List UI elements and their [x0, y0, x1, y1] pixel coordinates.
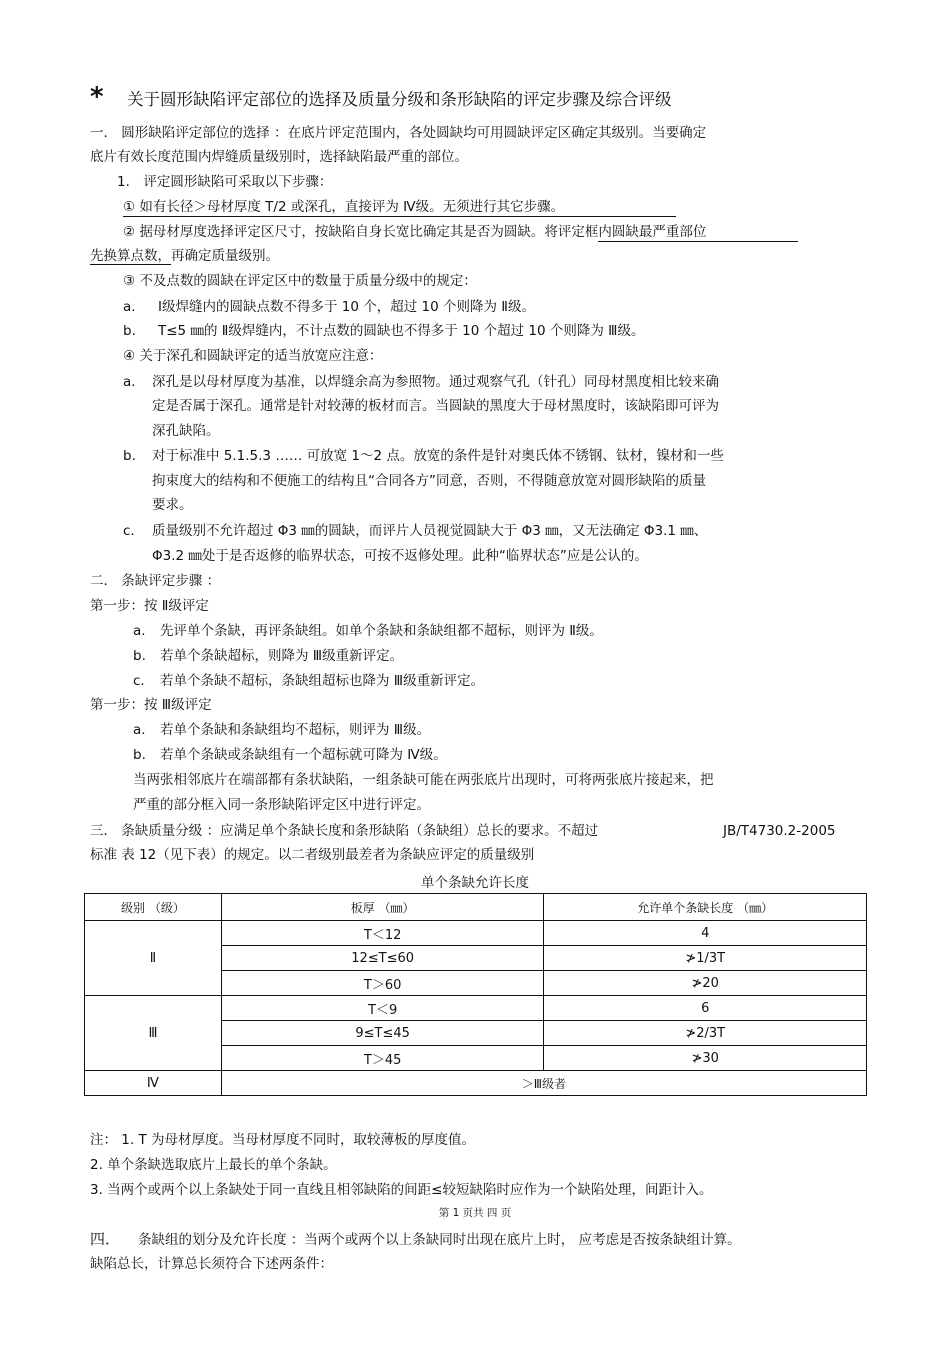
- list-item: 对于标准中 5.1.5.3 …… 可放宽 1～2 点。放宽的条件是针对奥氏体不锈钢、钛材，镍材和一些: [152, 448, 724, 464]
- section-3-text: 标准 表 12（见下表）的规定。以二者级别最差者为条缺应评定的质量级别: [90, 847, 535, 863]
- list-item: 先评单个条缺，再评条缺组。如单个条缺和条缺组都不超标，则评为 Ⅱ级。: [160, 623, 603, 639]
- step-3: ③ 不及点数的圆缺在评定区中的数量于质量分级中的规定：: [123, 273, 477, 289]
- header-allowed-length: 允许单个条缺长度 （㎜）: [544, 894, 867, 921]
- step-4: ④ 关于深孔和圆缺评定的适当放宽应注意：: [123, 348, 383, 364]
- thickness-cell: 9≤T≤45: [221, 1021, 544, 1046]
- list-label: a.: [133, 623, 146, 639]
- length-cell: ≯1/3T: [544, 946, 867, 971]
- section-2-note-cont: 严重的部分框入同一条形缺陷评定区中进行评定。: [133, 797, 430, 813]
- list-item: T≤5 ㎜的 Ⅱ级焊缝内，不计点数的圆缺也不得多于 10 个超过 10 个则降为 Ⅲ级。: [158, 323, 645, 339]
- header-thickness: 板厚 （㎜）: [221, 894, 544, 921]
- list-item-cont: 拘束度大的结构和不便施工的结构且“合同各方”同意，否则，不得随意放宽对圆形缺陷的质量: [152, 473, 706, 489]
- thickness-cell: T＜9: [221, 996, 544, 1021]
- step-2: [123, 223, 798, 242]
- step-2-text: ② 据母材厚度选择评定区尺寸，按缺陷自身长宽比确定其是否为圆缺。将评定框: [123, 224, 599, 240]
- thickness-cell: 12≤T≤60: [221, 946, 544, 971]
- list-item-cont: Φ3.2 ㎜处于是否返修的临界状态，可按不返修处理。此种“临界状态”应是公认的。: [152, 548, 648, 564]
- list-label: a.: [123, 374, 136, 390]
- list-label: a.: [123, 299, 136, 315]
- length-cell: ≯2/3T: [544, 1021, 867, 1046]
- section-1-item-1: 1． 评定圆形缺陷可采取以下步骤：: [117, 174, 333, 190]
- section-4-number: 四．: [90, 1230, 121, 1248]
- step-2-text-cont: 再确定质量级别。: [171, 248, 279, 264]
- section-4-text: 缺陷总长，计算总长须符合下述两条件：: [90, 1256, 333, 1272]
- grade-cell: Ⅲ: [85, 996, 222, 1071]
- grade-cell: Ⅱ: [85, 921, 222, 996]
- section-1-heading: 一． 圆形缺陷评定部位的选择 ：在底片评定范围内，各处圆缺均可用圆缺评定区确定其级别。当要确定: [90, 125, 707, 141]
- list-item: 深孔是以母材厚度为基准，以焊缝余高为参照物。通过观察气孔（针孔）同母材黑度相比较来确: [152, 374, 719, 390]
- list-item-cont: 要求。: [152, 497, 193, 513]
- section-4-heading: 条缺组的划分及允许长度 ：当两个或两个以上条缺同时出现在底片上时， 应考虑是否按条缺组计算。: [138, 1232, 741, 1248]
- list-item-cont: 深孔缺陷。: [152, 423, 220, 439]
- list-item: 若单个条缺和条缺组均不超标，则评为 Ⅲ级。: [160, 722, 431, 738]
- note-2: 2. 单个条缺选取底片上最长的单个条缺。: [90, 1157, 337, 1173]
- step-2-continued: [90, 247, 279, 265]
- section-2-heading: 二． 条缺评定步骤 ：: [90, 573, 221, 589]
- thickness-cell: T＞60: [221, 971, 544, 996]
- thickness-cell: T＞45: [221, 1046, 544, 1071]
- section-1-text: 底片有效长度范围内焊缝质量级别时，选择缺陷最严重的部位。: [90, 149, 468, 165]
- length-cell: ＞Ⅲ级者: [221, 1071, 866, 1096]
- length-cell: 4: [544, 921, 867, 946]
- list-item: 质量级别不允许超过 Φ3 ㎜的圆缺，而评片人员视觉圆缺大于 Φ3 ㎜，又无法确定 Φ3.1 ㎜、: [152, 523, 708, 539]
- length-cell: ≯30: [544, 1046, 867, 1071]
- list-item: 若单个条缺或条缺组有一个超标就可降为 Ⅳ级。: [160, 747, 447, 763]
- grade-cell: Ⅳ: [85, 1071, 222, 1096]
- list-label: c.: [133, 673, 145, 689]
- list-item-cont: 定是否属于深孔。通常是针对较薄的板材而言。当圆缺的黑度大于母材黑度时，该缺陷即可评为: [152, 398, 719, 414]
- grade-table: [84, 893, 867, 1096]
- list-item: 若单个条缺不超标，条缺组超标也降为 Ⅲ级重新评定。: [160, 673, 485, 689]
- list-label: b.: [123, 448, 136, 464]
- thickness-cell: T＜12: [221, 921, 544, 946]
- list-label: b.: [133, 747, 146, 763]
- section-2-note: 当两张相邻底片在端部都有条状缺陷，一组条缺可能在两张底片出现时，可将两张底片接起来，把: [133, 772, 714, 788]
- step-heading: 第一步：按 Ⅲ级评定: [90, 697, 212, 713]
- note-1: 注： 1. T 为母材厚度。当母材厚度不同时，取较薄板的厚度值。: [90, 1132, 475, 1148]
- header-grade: 级别 （级）: [85, 894, 222, 921]
- list-item: 若单个条缺超标，则降为 Ⅲ级重新评定。: [160, 648, 404, 664]
- length-cell: ≯20: [544, 971, 867, 996]
- table-row: [85, 921, 867, 946]
- step-2-underlined: 内圆缺最严重部位: [598, 223, 798, 242]
- list-label: b.: [123, 323, 136, 339]
- section-3-heading: 三． 条缺质量分级 ：应满足单个条缺长度和条形缺陷（条缺组）总长的要求。不超过: [90, 823, 599, 839]
- step-2-underlined-cont: 先换算点数，: [90, 248, 171, 264]
- star-mark: *: [90, 82, 104, 112]
- list-label: c.: [123, 523, 135, 539]
- page-footer: 第 1 页共 四 页: [438, 1207, 512, 1219]
- length-cell: 6: [544, 996, 867, 1021]
- table-row: [85, 996, 867, 1021]
- table-caption: 单个条缺允许长度: [421, 875, 529, 891]
- step-1: ① 如有长径＞母材厚度 T/2 或深孔，直接评为 Ⅳ级。无须进行其它步骤。: [123, 198, 676, 217]
- note-3: 3. 当两个或两个以上条缺处于同一直线且相邻缺陷的间距≤较短缺陷时应作为一个缺陷处理，间距计入。: [90, 1182, 713, 1198]
- list-label: a.: [133, 722, 146, 738]
- table-row: [85, 1071, 867, 1096]
- list-item: Ⅰ级焊缝内的圆缺点数不得多于 10 个，超过 10 个则降为 Ⅱ级。: [158, 299, 535, 315]
- table-header-row: [85, 894, 867, 921]
- list-label: b.: [133, 648, 146, 664]
- standard-code: JB/T4730.2-2005: [723, 823, 836, 839]
- step-heading: 第一步：按 Ⅱ级评定: [90, 598, 209, 614]
- document-title: 关于圆形缺陷评定部位的选择及质量分级和条形缺陷的评定步骤及综合评级: [127, 90, 672, 109]
